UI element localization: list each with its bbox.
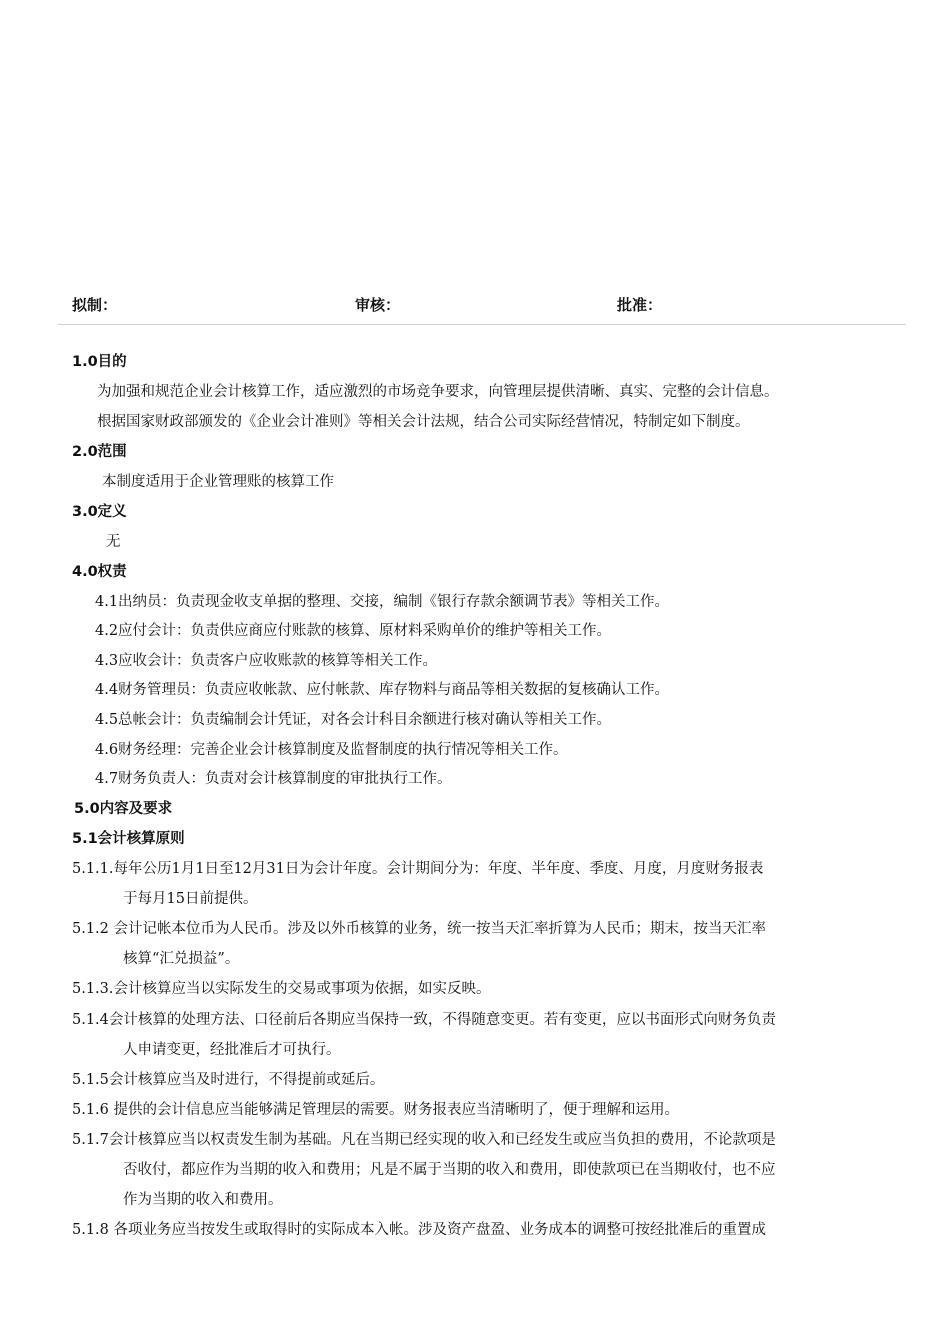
clause-5-1-1-cont: 于每月15日前提供。 (123, 891, 258, 907)
reviewed-by-label: 审核： (355, 296, 401, 314)
clause-5-1-4-cont: 人申请变更，经批准后才可执行。 (123, 1042, 341, 1058)
section-5-heading: 5.0内容及要求 (74, 801, 173, 817)
responsibility-item: 4.1出纳员：负责现金收支单据的整理、交接，编制《银行存款余额调节表》等相关工作。 (95, 594, 670, 610)
clause-5-1-7-cont: 否收付，都应作为当期的收入和费用；凡是不属于当期的收入和费用，即使款项已在当期收付，也不应 (123, 1162, 776, 1178)
approved-by-label: 批准： (617, 296, 663, 314)
responsibility-item: 4.6财务经理：完善企业会计核算制度及监督制度的执行情况等相关工作。 (95, 742, 568, 758)
clause-5-1-7: 5.1.7会计核算应当以权责发生制为基础。凡在当期已经实现的收入和已经发生或应当负担的费用，不论款项是 (72, 1132, 776, 1148)
drafted-by-label: 拟制： (72, 296, 118, 314)
responsibility-item: 4.7财务负责人：负责对会计核算制度的审批执行工作。 (95, 771, 452, 787)
signature-row (0, 292, 950, 316)
section-4-heading: 4.0权责 (72, 564, 127, 580)
section-5-1-heading: 5.1会计核算原则 (72, 831, 185, 847)
clause-5-1-5: 5.1.5会计核算应当及时进行，不得提前或延后。 (72, 1072, 385, 1088)
clause-5-1-8: 5.1.8 各项业务应当按发生或取得时的实际成本入帐。涉及资产盘盈、业务成本的调整可按经批准后的重置成 (72, 1222, 766, 1238)
responsibility-item: 4.4财务管理员：负责应收帐款、应付帐款、库存物料与商品等相关数据的复核确认工作。 (95, 682, 670, 698)
clause-5-1-6: 5.1.6 提供的会计信息应当能够满足管理层的需要。财务报表应当清晰明了，便于理解和运用。 (72, 1102, 679, 1118)
section-2-heading: 2.0范围 (72, 444, 127, 460)
section-2-paragraph: 本制度适用于企业管理账的核算工作 (102, 474, 334, 490)
section-1-paragraph: 为加强和规范企业会计核算工作，适应激烈的市场竞争要求，向管理层提供清晰、真实、完整的会计信息。 (97, 384, 779, 400)
clause-5-1-2-cont: 核算“汇兑损益”。 (123, 951, 240, 967)
clause-5-1-2: 5.1.2 会计记帐本位币为人民币。涉及以外币核算的业务，统一按当天汇率折算为人民币；期末，按当天汇率 (72, 921, 766, 937)
section-3-heading: 3.0定义 (72, 504, 127, 520)
section-1-heading: 1.0目的 (72, 354, 127, 370)
clause-5-1-3: 5.1.3.会计核算应当以实际发生的交易或事项为依据，如实反映。 (72, 981, 491, 997)
header-divider (58, 324, 906, 325)
responsibility-item: 4.2应付会计：负责供应商应付账款的核算、原材料采购单价的维护等相关工作。 (95, 623, 612, 639)
responsibility-item: 4.3应收会计：负责客户应收账款的核算等相关工作。 (95, 653, 438, 669)
clause-5-1-7-cont: 作为当期的收入和费用。 (123, 1192, 283, 1208)
section-3-paragraph: 无 (106, 534, 121, 550)
clause-5-1-4: 5.1.4会计核算的处理方法、口径前后各期应当保持一致，不得随意变更。若有变更，应以书面形式向财务负责 (72, 1012, 776, 1028)
section-1-paragraph: 根据国家财政部颁发的《企业会计准则》等相关会计法规，结合公司实际经营情况，特制定如下制度。 (97, 414, 750, 430)
clause-5-1-1: 5.1.1.每年公历1月1日至12月31日为会计年度。会计期间分为：年度、半年度、季度、月度，月度财务报表 (72, 861, 764, 877)
responsibility-item: 4.5总帐会计：负责编制会计凭证，对各会计科目余额进行核对确认等相关工作。 (95, 712, 612, 728)
